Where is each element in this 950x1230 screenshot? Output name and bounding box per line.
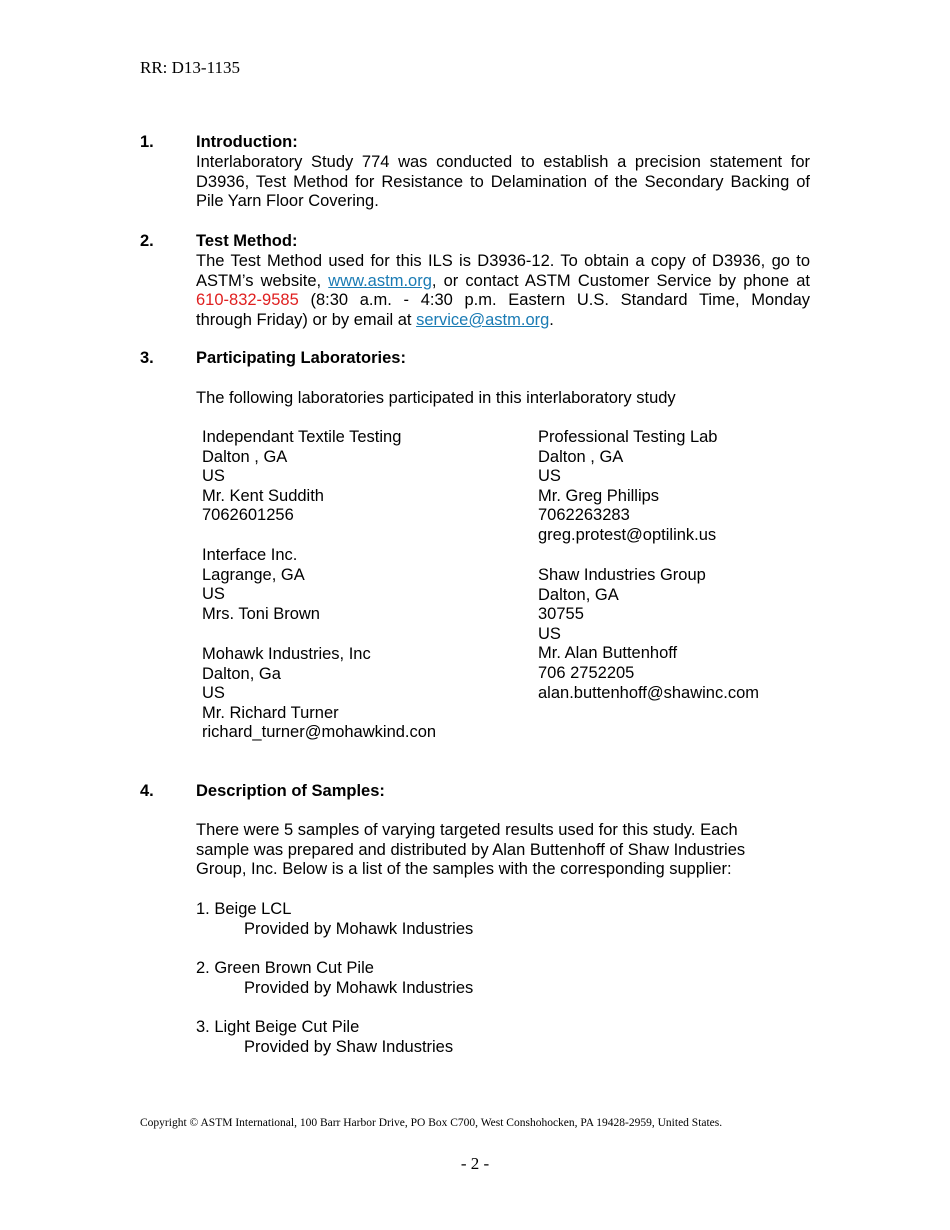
lab-city: Dalton , GA: [202, 447, 288, 466]
lab-entry: [202, 546, 320, 624]
text-fragment: ASTM’s website,: [196, 271, 329, 290]
lab-city: Dalton, Ga: [202, 664, 281, 683]
sample-supplier: Provided by Mohawk Industries: [244, 978, 474, 997]
lab-name: Independant Textile Testing: [202, 428, 402, 446]
section-2-body: [196, 252, 810, 330]
samples-intro-line: sample was prepared and distributed by Alan Buttenhoff of Shaw Industries: [196, 840, 746, 859]
lab-name: Interface Inc.: [202, 546, 298, 564]
lab-contact: Mrs. Toni Brown: [202, 604, 320, 623]
lab-city: Dalton , GA: [538, 447, 624, 466]
section-1-heading: Introduction:: [196, 133, 298, 151]
sample-name: 3. Light Beige Cut Pile: [196, 1018, 360, 1036]
section-2-line: [196, 291, 810, 311]
section-2-line: [196, 272, 810, 292]
lab-entry: [538, 566, 759, 703]
lab-city: Lagrange, GA: [202, 565, 305, 584]
section-2-line: The Test Method used for this ILS is D3936-12. To obtain a copy of D3936, go to: [196, 252, 810, 270]
lab-country: US: [202, 585, 225, 604]
section-1-number: 1.: [140, 133, 154, 151]
lab-entry: [202, 645, 436, 743]
sample-name: 1. Beige LCL: [196, 900, 292, 918]
sample-item: [196, 1018, 453, 1057]
section-2-number: 2.: [140, 232, 154, 250]
lab-entry: [538, 428, 717, 546]
lab-country: US: [538, 467, 561, 486]
astm-website-link[interactable]: www.astm.org: [328, 271, 432, 290]
lab-zip: 30755: [538, 605, 584, 624]
lab-name: Mohawk Industries, Inc: [202, 645, 371, 663]
sample-name: 2. Green Brown Cut Pile: [196, 959, 374, 977]
report-id: RR: D13-1135: [140, 58, 240, 77]
section-3-number: 3.: [140, 349, 154, 367]
text-fragment: .: [549, 310, 554, 329]
section-2-heading: Test Method:: [196, 232, 298, 250]
samples-intro: [196, 821, 745, 880]
lab-name: Professional Testing Lab: [538, 428, 718, 446]
lab-contact: Mr. Alan Buttenhoff: [538, 644, 678, 663]
lab-contact: Mr. Richard Turner: [202, 703, 339, 722]
text-fragment: through Friday) or by email at: [196, 310, 417, 329]
sample-item: [196, 959, 473, 998]
section-1-body: [196, 153, 810, 212]
lab-phone: 706 2752205: [538, 663, 635, 682]
section-4-number: 4.: [140, 782, 154, 800]
phone-number: 610-832-9585: [196, 291, 299, 310]
samples-intro-line: There were 5 samples of varying targeted results used for this study. Each: [196, 821, 738, 839]
service-email-link[interactable]: service@astm.org: [416, 310, 550, 329]
lab-email: alan.buttenhoff@shawinc.com: [538, 683, 759, 702]
section-1-line: Pile Yarn Floor Covering.: [196, 192, 379, 211]
lab-country: US: [202, 467, 225, 486]
copyright-footer: Copyright © ASTM International, 100 Barr Harbor Drive, PO Box C700, West Conshohocken, PA 19428-2959, United States.: [140, 1117, 723, 1129]
lab-city: Dalton, GA: [538, 585, 619, 604]
samples-intro-line: Group, Inc. Below is a list of the samples with the corresponding supplier:: [196, 860, 732, 879]
lab-country: US: [202, 684, 225, 703]
sample-supplier: Provided by Shaw Industries: [244, 1037, 454, 1056]
lab-entry: [202, 428, 401, 526]
lab-phone: 7062601256: [202, 506, 294, 525]
sample-supplier: Provided by Mohawk Industries: [244, 919, 474, 938]
lab-contact: Mr. Greg Phillips: [538, 486, 660, 505]
section-2-line: [196, 311, 810, 331]
lab-email: greg.protest@optilink.us: [538, 525, 717, 544]
text-fragment: , or contact ASTM Customer Service by phone at: [431, 271, 810, 290]
labs-intro: The following laboratories participated in this interlaboratory study: [196, 389, 676, 407]
lab-email: richard_turner@mohawkind.con: [202, 723, 437, 742]
section-1-line: Interlaboratory Study 774 was conducted to establish a precision statement for: [196, 153, 810, 171]
section-3-heading: Participating Laboratories:: [196, 349, 406, 367]
lab-phone: 7062263283: [538, 506, 630, 525]
lab-contact: Mr. Kent Suddith: [202, 486, 324, 505]
text-fragment: (8:30 a.m. - 4:30 p.m. Eastern U.S. Standard Time, Monday: [298, 291, 810, 310]
page-number: - 2 -: [460, 1154, 490, 1173]
section-1-line: D3936, Test Method for Resistance to Delamination of the Secondary Backing of: [196, 172, 810, 191]
section-4-heading: Description of Samples:: [196, 782, 385, 800]
lab-country: US: [538, 624, 561, 643]
sample-item: [196, 900, 473, 939]
lab-name: Shaw Industries Group: [538, 566, 706, 584]
